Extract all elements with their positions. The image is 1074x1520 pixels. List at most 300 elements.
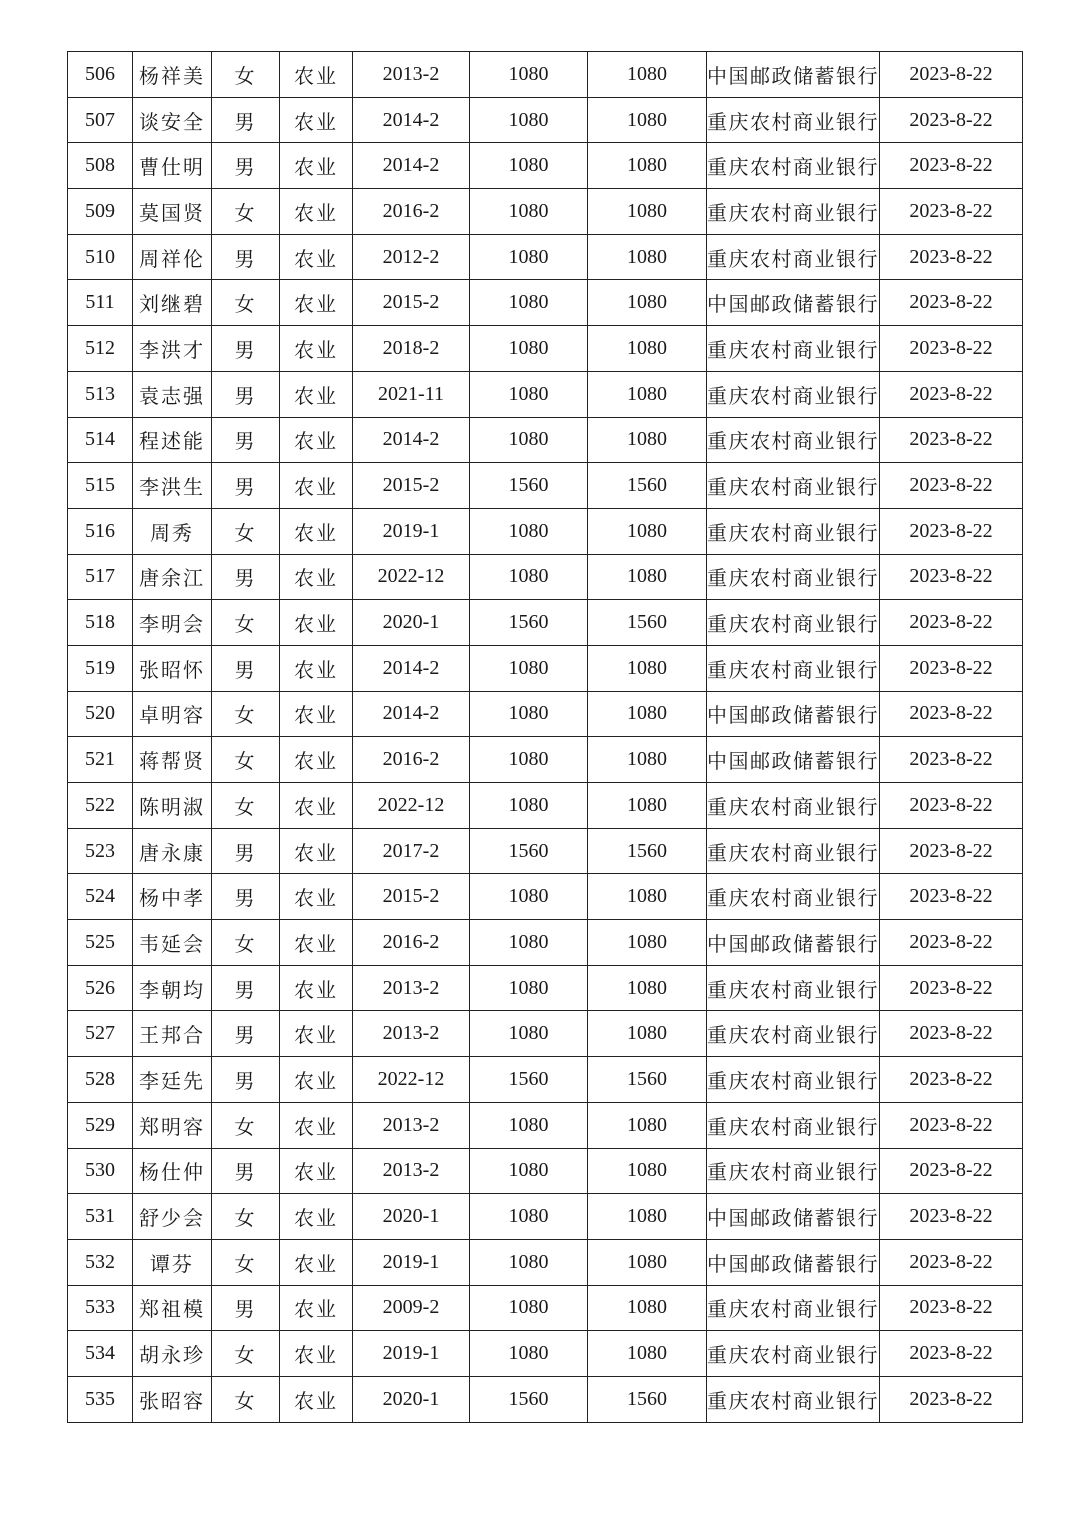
cell-standard-amount: 1080 [470, 554, 588, 600]
table-row [68, 874, 1023, 920]
cell-occupation: 农业 [280, 920, 353, 966]
cell-occupation: 农业 [280, 828, 353, 874]
cell-payment-date: 2023-8-22 [880, 828, 1023, 874]
cell-row-number: 515 [68, 463, 133, 509]
cell-standard-amount: 1080 [470, 1285, 588, 1331]
cell-payment-date: 2023-8-22 [880, 1148, 1023, 1194]
cell-start-date: 2015-2 [353, 874, 470, 920]
cell-standard-amount: 1560 [470, 1376, 588, 1422]
cell-paid-amount: 1080 [588, 1239, 707, 1285]
table-row [68, 1285, 1023, 1331]
cell-person-name: 周秀 [133, 508, 212, 554]
cell-occupation: 农业 [280, 965, 353, 1011]
cell-payment-date: 2023-8-22 [880, 52, 1023, 98]
cell-payment-date: 2023-8-22 [880, 645, 1023, 691]
cell-start-date: 2013-2 [353, 965, 470, 1011]
cell-start-date: 2016-2 [353, 920, 470, 966]
cell-paid-amount: 1080 [588, 920, 707, 966]
cell-row-number: 522 [68, 783, 133, 829]
cell-bank-name: 重庆农村商业银行 [707, 828, 880, 874]
cell-person-name: 杨祥美 [133, 52, 212, 98]
cell-payment-date: 2023-8-22 [880, 189, 1023, 235]
table-row [68, 189, 1023, 235]
cell-occupation: 农业 [280, 463, 353, 509]
cell-occupation: 农业 [280, 417, 353, 463]
cell-person-name: 唐永康 [133, 828, 212, 874]
cell-occupation: 农业 [280, 1011, 353, 1057]
cell-gender: 男 [212, 463, 280, 509]
cell-row-number: 511 [68, 280, 133, 326]
cell-payment-date: 2023-8-22 [880, 371, 1023, 417]
cell-payment-date: 2023-8-22 [880, 417, 1023, 463]
cell-standard-amount: 1080 [470, 326, 588, 372]
cell-gender: 男 [212, 371, 280, 417]
cell-gender: 女 [212, 1194, 280, 1240]
cell-gender: 男 [212, 326, 280, 372]
cell-payment-date: 2023-8-22 [880, 97, 1023, 143]
cell-bank-name: 重庆农村商业银行 [707, 645, 880, 691]
cell-row-number: 519 [68, 645, 133, 691]
cell-occupation: 农业 [280, 1239, 353, 1285]
cell-bank-name: 重庆农村商业银行 [707, 1285, 880, 1331]
cell-row-number: 531 [68, 1194, 133, 1240]
cell-payment-date: 2023-8-22 [880, 1239, 1023, 1285]
cell-paid-amount: 1080 [588, 280, 707, 326]
cell-row-number: 527 [68, 1011, 133, 1057]
cell-gender: 女 [212, 1239, 280, 1285]
cell-start-date: 2022-12 [353, 554, 470, 600]
cell-occupation: 农业 [280, 97, 353, 143]
cell-start-date: 2019-1 [353, 1331, 470, 1377]
cell-row-number: 521 [68, 737, 133, 783]
cell-start-date: 2013-2 [353, 1011, 470, 1057]
table-row [68, 326, 1023, 372]
cell-bank-name: 中国邮政储蓄银行 [707, 691, 880, 737]
cell-occupation: 农业 [280, 326, 353, 372]
cell-paid-amount: 1560 [588, 1057, 707, 1103]
cell-paid-amount: 1080 [588, 508, 707, 554]
cell-paid-amount: 1080 [588, 417, 707, 463]
cell-start-date: 2013-2 [353, 52, 470, 98]
cell-row-number: 528 [68, 1057, 133, 1103]
cell-row-number: 530 [68, 1148, 133, 1194]
cell-start-date: 2019-1 [353, 1239, 470, 1285]
cell-row-number: 510 [68, 234, 133, 280]
cell-row-number: 524 [68, 874, 133, 920]
cell-paid-amount: 1560 [588, 1376, 707, 1422]
cell-row-number: 526 [68, 965, 133, 1011]
cell-row-number: 534 [68, 1331, 133, 1377]
cell-occupation: 农业 [280, 783, 353, 829]
cell-bank-name: 重庆农村商业银行 [707, 1148, 880, 1194]
cell-row-number: 523 [68, 828, 133, 874]
cell-person-name: 程述能 [133, 417, 212, 463]
cell-person-name: 郑祖模 [133, 1285, 212, 1331]
cell-paid-amount: 1080 [588, 874, 707, 920]
table-row [68, 828, 1023, 874]
table-row [68, 600, 1023, 646]
cell-standard-amount: 1080 [470, 783, 588, 829]
cell-gender: 男 [212, 828, 280, 874]
cell-paid-amount: 1080 [588, 1011, 707, 1057]
cell-person-name: 李明会 [133, 600, 212, 646]
cell-standard-amount: 1080 [470, 143, 588, 189]
table-row [68, 1331, 1023, 1377]
cell-occupation: 农业 [280, 737, 353, 783]
table-row [68, 783, 1023, 829]
cell-occupation: 农业 [280, 1057, 353, 1103]
cell-person-name: 李廷先 [133, 1057, 212, 1103]
subsidy-roster-table [67, 51, 1023, 1423]
table-row [68, 371, 1023, 417]
cell-standard-amount: 1080 [470, 1011, 588, 1057]
cell-gender: 女 [212, 280, 280, 326]
cell-payment-date: 2023-8-22 [880, 691, 1023, 737]
cell-occupation: 农业 [280, 52, 353, 98]
cell-bank-name: 重庆农村商业银行 [707, 508, 880, 554]
cell-standard-amount: 1080 [470, 189, 588, 235]
cell-payment-date: 2023-8-22 [880, 1331, 1023, 1377]
cell-gender: 男 [212, 97, 280, 143]
cell-paid-amount: 1560 [588, 463, 707, 509]
table-row [68, 691, 1023, 737]
cell-row-number: 533 [68, 1285, 133, 1331]
cell-bank-name: 重庆农村商业银行 [707, 97, 880, 143]
cell-standard-amount: 1080 [470, 508, 588, 554]
cell-gender: 女 [212, 783, 280, 829]
cell-paid-amount: 1080 [588, 1102, 707, 1148]
cell-start-date: 2017-2 [353, 828, 470, 874]
cell-row-number: 517 [68, 554, 133, 600]
cell-person-name: 袁志强 [133, 371, 212, 417]
cell-standard-amount: 1080 [470, 280, 588, 326]
cell-bank-name: 重庆农村商业银行 [707, 874, 880, 920]
cell-standard-amount: 1080 [470, 1331, 588, 1377]
table-row [68, 1102, 1023, 1148]
cell-gender: 女 [212, 1102, 280, 1148]
cell-occupation: 农业 [280, 1148, 353, 1194]
table-row [68, 554, 1023, 600]
cell-bank-name: 重庆农村商业银行 [707, 600, 880, 646]
cell-row-number: 516 [68, 508, 133, 554]
cell-standard-amount: 1080 [470, 371, 588, 417]
cell-standard-amount: 1080 [470, 1102, 588, 1148]
cell-standard-amount: 1560 [470, 463, 588, 509]
cell-row-number: 506 [68, 52, 133, 98]
cell-person-name: 蒋帮贤 [133, 737, 212, 783]
cell-occupation: 农业 [280, 600, 353, 646]
cell-payment-date: 2023-8-22 [880, 920, 1023, 966]
cell-paid-amount: 1080 [588, 965, 707, 1011]
cell-bank-name: 重庆农村商业银行 [707, 1376, 880, 1422]
cell-start-date: 2016-2 [353, 737, 470, 783]
cell-start-date: 2015-2 [353, 463, 470, 509]
cell-person-name: 王邦合 [133, 1011, 212, 1057]
cell-occupation: 农业 [280, 645, 353, 691]
cell-start-date: 2014-2 [353, 691, 470, 737]
cell-gender: 男 [212, 554, 280, 600]
cell-person-name: 杨中孝 [133, 874, 212, 920]
cell-bank-name: 中国邮政储蓄银行 [707, 52, 880, 98]
table-row [68, 1194, 1023, 1240]
table-row [68, 463, 1023, 509]
cell-row-number: 514 [68, 417, 133, 463]
cell-person-name: 韦延会 [133, 920, 212, 966]
cell-start-date: 2019-1 [353, 508, 470, 554]
cell-gender: 男 [212, 1011, 280, 1057]
cell-occupation: 农业 [280, 874, 353, 920]
cell-bank-name: 中国邮政储蓄银行 [707, 280, 880, 326]
cell-bank-name: 中国邮政储蓄银行 [707, 1239, 880, 1285]
cell-standard-amount: 1080 [470, 234, 588, 280]
table-row [68, 417, 1023, 463]
cell-payment-date: 2023-8-22 [880, 280, 1023, 326]
cell-standard-amount: 1080 [470, 52, 588, 98]
cell-person-name: 陈明淑 [133, 783, 212, 829]
cell-row-number: 508 [68, 143, 133, 189]
cell-bank-name: 重庆农村商业银行 [707, 234, 880, 280]
cell-paid-amount: 1080 [588, 326, 707, 372]
cell-gender: 女 [212, 1331, 280, 1377]
cell-occupation: 农业 [280, 371, 353, 417]
cell-occupation: 农业 [280, 554, 353, 600]
cell-gender: 女 [212, 52, 280, 98]
table-row [68, 234, 1023, 280]
cell-paid-amount: 1080 [588, 1148, 707, 1194]
cell-start-date: 2014-2 [353, 97, 470, 143]
cell-person-name: 郑明容 [133, 1102, 212, 1148]
cell-gender: 男 [212, 874, 280, 920]
cell-gender: 男 [212, 234, 280, 280]
cell-gender: 男 [212, 1285, 280, 1331]
table-row [68, 645, 1023, 691]
cell-gender: 男 [212, 143, 280, 189]
cell-standard-amount: 1080 [470, 965, 588, 1011]
cell-start-date: 2014-2 [353, 143, 470, 189]
cell-bank-name: 重庆农村商业银行 [707, 1102, 880, 1148]
cell-standard-amount: 1080 [470, 920, 588, 966]
cell-occupation: 农业 [280, 691, 353, 737]
cell-standard-amount: 1080 [470, 1239, 588, 1285]
cell-payment-date: 2023-8-22 [880, 1194, 1023, 1240]
cell-row-number: 518 [68, 600, 133, 646]
cell-start-date: 2020-1 [353, 600, 470, 646]
cell-bank-name: 中国邮政储蓄银行 [707, 920, 880, 966]
cell-start-date: 2009-2 [353, 1285, 470, 1331]
cell-payment-date: 2023-8-22 [880, 234, 1023, 280]
cell-bank-name: 重庆农村商业银行 [707, 417, 880, 463]
cell-gender: 女 [212, 920, 280, 966]
cell-gender: 女 [212, 1376, 280, 1422]
cell-gender: 女 [212, 737, 280, 783]
table-row [68, 508, 1023, 554]
cell-person-name: 唐余江 [133, 554, 212, 600]
table-row [68, 737, 1023, 783]
cell-bank-name: 重庆农村商业银行 [707, 1011, 880, 1057]
cell-row-number: 512 [68, 326, 133, 372]
cell-occupation: 农业 [280, 1194, 353, 1240]
cell-row-number: 529 [68, 1102, 133, 1148]
table-row [68, 1148, 1023, 1194]
cell-start-date: 2013-2 [353, 1148, 470, 1194]
table-row [68, 965, 1023, 1011]
cell-bank-name: 中国邮政储蓄银行 [707, 737, 880, 783]
cell-occupation: 农业 [280, 1331, 353, 1377]
cell-start-date: 2016-2 [353, 189, 470, 235]
table-row [68, 1057, 1023, 1103]
cell-person-name: 李朝均 [133, 965, 212, 1011]
cell-start-date: 2014-2 [353, 417, 470, 463]
cell-payment-date: 2023-8-22 [880, 1102, 1023, 1148]
cell-paid-amount: 1080 [588, 52, 707, 98]
cell-person-name: 胡永珍 [133, 1331, 212, 1377]
cell-occupation: 农业 [280, 189, 353, 235]
cell-row-number: 509 [68, 189, 133, 235]
cell-gender: 男 [212, 1057, 280, 1103]
cell-paid-amount: 1080 [588, 554, 707, 600]
cell-person-name: 莫国贤 [133, 189, 212, 235]
cell-row-number: 532 [68, 1239, 133, 1285]
cell-person-name: 卓明容 [133, 691, 212, 737]
cell-bank-name: 重庆农村商业银行 [707, 189, 880, 235]
cell-start-date: 2013-2 [353, 1102, 470, 1148]
cell-gender: 女 [212, 600, 280, 646]
table-row [68, 52, 1023, 98]
cell-payment-date: 2023-8-22 [880, 1285, 1023, 1331]
cell-row-number: 513 [68, 371, 133, 417]
cell-occupation: 农业 [280, 1376, 353, 1422]
cell-start-date: 2012-2 [353, 234, 470, 280]
cell-payment-date: 2023-8-22 [880, 783, 1023, 829]
cell-person-name: 谈安全 [133, 97, 212, 143]
cell-payment-date: 2023-8-22 [880, 1057, 1023, 1103]
cell-row-number: 507 [68, 97, 133, 143]
cell-bank-name: 重庆农村商业银行 [707, 554, 880, 600]
cell-bank-name: 重庆农村商业银行 [707, 143, 880, 189]
cell-start-date: 2015-2 [353, 280, 470, 326]
cell-payment-date: 2023-8-22 [880, 554, 1023, 600]
cell-start-date: 2020-1 [353, 1376, 470, 1422]
cell-paid-amount: 1080 [588, 371, 707, 417]
cell-payment-date: 2023-8-22 [880, 1011, 1023, 1057]
cell-start-date: 2020-1 [353, 1194, 470, 1240]
cell-paid-amount: 1080 [588, 189, 707, 235]
cell-paid-amount: 1080 [588, 97, 707, 143]
cell-gender: 女 [212, 691, 280, 737]
cell-paid-amount: 1080 [588, 783, 707, 829]
cell-standard-amount: 1560 [470, 828, 588, 874]
cell-standard-amount: 1560 [470, 600, 588, 646]
cell-paid-amount: 1080 [588, 1194, 707, 1240]
cell-occupation: 农业 [280, 1285, 353, 1331]
cell-row-number: 525 [68, 920, 133, 966]
cell-person-name: 舒少会 [133, 1194, 212, 1240]
table-row [68, 280, 1023, 326]
table-row [68, 1376, 1023, 1422]
cell-person-name: 张昭容 [133, 1376, 212, 1422]
cell-payment-date: 2023-8-22 [880, 508, 1023, 554]
cell-paid-amount: 1080 [588, 691, 707, 737]
cell-standard-amount: 1080 [470, 691, 588, 737]
cell-paid-amount: 1080 [588, 143, 707, 189]
cell-bank-name: 重庆农村商业银行 [707, 463, 880, 509]
cell-start-date: 2018-2 [353, 326, 470, 372]
cell-row-number: 520 [68, 691, 133, 737]
table-row [68, 143, 1023, 189]
cell-standard-amount: 1080 [470, 417, 588, 463]
cell-person-name: 李洪才 [133, 326, 212, 372]
cell-start-date: 2014-2 [353, 645, 470, 691]
cell-standard-amount: 1080 [470, 737, 588, 783]
cell-person-name: 杨仕仲 [133, 1148, 212, 1194]
cell-gender: 女 [212, 189, 280, 235]
cell-occupation: 农业 [280, 1102, 353, 1148]
cell-gender: 男 [212, 965, 280, 1011]
cell-bank-name: 重庆农村商业银行 [707, 326, 880, 372]
cell-payment-date: 2023-8-22 [880, 874, 1023, 920]
cell-standard-amount: 1080 [470, 874, 588, 920]
cell-row-number: 535 [68, 1376, 133, 1422]
cell-person-name: 谭芬 [133, 1239, 212, 1285]
cell-paid-amount: 1080 [588, 645, 707, 691]
cell-gender: 男 [212, 1148, 280, 1194]
cell-payment-date: 2023-8-22 [880, 600, 1023, 646]
cell-bank-name: 重庆农村商业银行 [707, 783, 880, 829]
cell-person-name: 周祥伦 [133, 234, 212, 280]
cell-person-name: 张昭怀 [133, 645, 212, 691]
cell-paid-amount: 1560 [588, 600, 707, 646]
cell-gender: 男 [212, 417, 280, 463]
cell-payment-date: 2023-8-22 [880, 965, 1023, 1011]
cell-paid-amount: 1080 [588, 234, 707, 280]
table-row [68, 1011, 1023, 1057]
cell-gender: 男 [212, 645, 280, 691]
cell-bank-name: 重庆农村商业银行 [707, 965, 880, 1011]
cell-payment-date: 2023-8-22 [880, 463, 1023, 509]
roster-body [68, 52, 1023, 1423]
cell-occupation: 农业 [280, 234, 353, 280]
cell-occupation: 农业 [280, 143, 353, 189]
cell-bank-name: 重庆农村商业银行 [707, 1057, 880, 1103]
cell-occupation: 农业 [280, 280, 353, 326]
cell-paid-amount: 1080 [588, 1285, 707, 1331]
cell-standard-amount: 1080 [470, 97, 588, 143]
cell-standard-amount: 1080 [470, 1148, 588, 1194]
cell-start-date: 2022-12 [353, 783, 470, 829]
cell-person-name: 刘继碧 [133, 280, 212, 326]
cell-paid-amount: 1080 [588, 1331, 707, 1377]
cell-occupation: 农业 [280, 508, 353, 554]
cell-payment-date: 2023-8-22 [880, 737, 1023, 783]
table-row [68, 97, 1023, 143]
cell-gender: 女 [212, 508, 280, 554]
cell-start-date: 2021-11 [353, 371, 470, 417]
cell-paid-amount: 1080 [588, 737, 707, 783]
cell-standard-amount: 1080 [470, 645, 588, 691]
cell-bank-name: 重庆农村商业银行 [707, 1331, 880, 1377]
table-row [68, 1239, 1023, 1285]
cell-payment-date: 2023-8-22 [880, 326, 1023, 372]
cell-standard-amount: 1080 [470, 1194, 588, 1240]
cell-payment-date: 2023-8-22 [880, 143, 1023, 189]
cell-person-name: 曹仕明 [133, 143, 212, 189]
cell-bank-name: 中国邮政储蓄银行 [707, 1194, 880, 1240]
cell-bank-name: 重庆农村商业银行 [707, 371, 880, 417]
table-row [68, 920, 1023, 966]
cell-person-name: 李洪生 [133, 463, 212, 509]
cell-paid-amount: 1560 [588, 828, 707, 874]
cell-start-date: 2022-12 [353, 1057, 470, 1103]
